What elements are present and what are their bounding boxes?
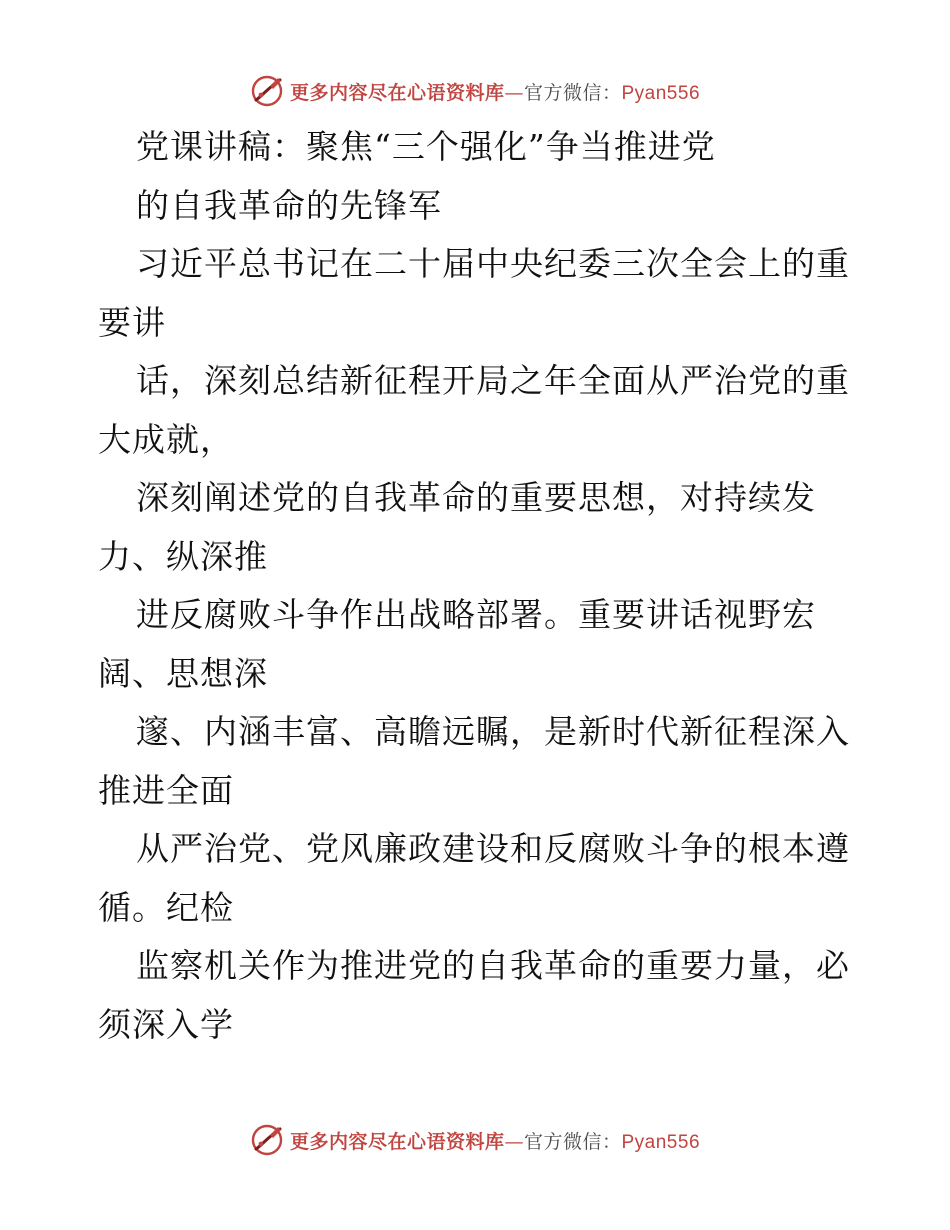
header-banner — [0, 71, 950, 111]
body-line: 从严治党、党风廉政建设和反腐败斗争的根本遵 — [136, 829, 850, 868]
footer-separator: — — [504, 1130, 524, 1153]
body-line: 习近平总书记在二十届中央纪委三次全会上的重 — [136, 244, 850, 283]
body-line: 进反腐败斗争作出战略部署。重要讲话视野宏 — [136, 595, 816, 634]
header-banner-text — [290, 78, 700, 105]
footer-banner — [0, 1120, 950, 1160]
header-banner-content — [250, 74, 700, 108]
footer-banner-text — [290, 1127, 700, 1154]
footer-site-text: 更多内容尽在心语资料库 — [289, 1130, 505, 1153]
body-line: 深刻阐述党的自我革命的重要思想，对持续发 — [136, 478, 816, 517]
footer-official-label: 官方微信： — [523, 1130, 622, 1153]
body-line: 推进全面 — [98, 770, 234, 810]
footer-banner-content — [250, 1123, 700, 1157]
body-line: 循。纪检 — [98, 887, 234, 927]
body-line: 力、纵深推 — [98, 536, 268, 576]
body-line: 话，深刻总结新征程开局之年全面从严治党的重 — [136, 361, 850, 400]
body-line: 须深入学 — [98, 1004, 234, 1044]
header-site-text: 更多内容尽在心语资料库 — [289, 81, 505, 104]
footer-wechat-id: Pyan556 — [621, 1131, 701, 1153]
body-line: 阔、思想深 — [98, 653, 268, 693]
body-line: 邃、内涵丰富、高瞻远瞩，是新时代新征程深入 — [136, 712, 850, 751]
header-separator: — — [504, 81, 524, 104]
title-line: 的自我革命的先锋军 — [136, 185, 442, 225]
title-line: 党课讲稿：聚焦“三个强化”争当推进党 — [136, 127, 716, 166]
body-line: 大成就， — [98, 419, 234, 459]
pen-logo-icon — [250, 74, 284, 108]
header-wechat-id: Pyan556 — [621, 82, 701, 104]
header-official-label: 官方微信： — [523, 81, 622, 104]
document-body — [98, 118, 858, 1054]
pen-logo-icon — [250, 1123, 284, 1157]
body-line: 监察机关作为推进党的自我革命的重要力量，必 — [136, 946, 850, 985]
body-line: 要讲 — [98, 302, 166, 342]
